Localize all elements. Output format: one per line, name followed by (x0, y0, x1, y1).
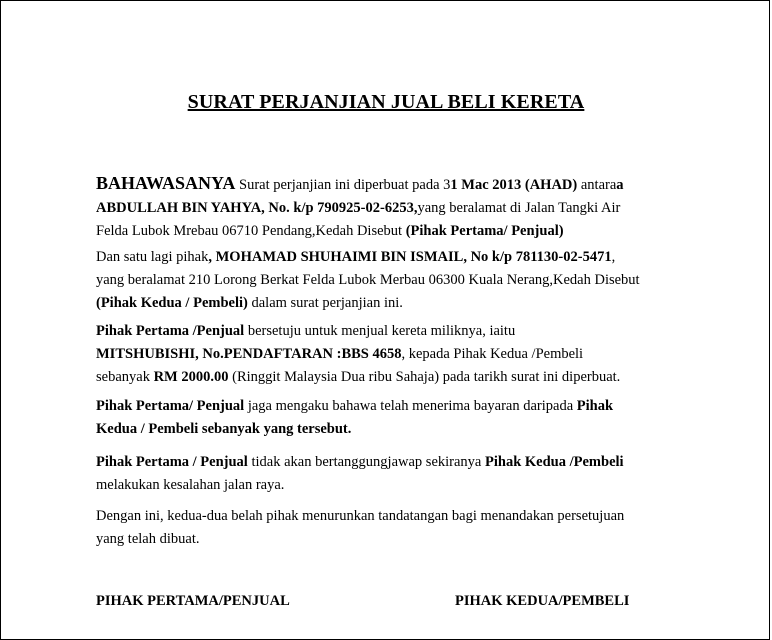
paragraph-parties-first (96, 172, 736, 243)
agreement-date: 1 Mac 2013 (AHAD) (450, 177, 578, 193)
paragraph-payment-received (96, 395, 736, 441)
paragraph-line: Dan satu lagi pihak, MOHAMAD SHUHAIMI BIN ISMAIL, No k/p 781130-02-5471, (96, 249, 616, 265)
seller-role: (Pihak Pertama/ Penjual) (405, 223, 564, 239)
sale-amount: RM 2000.00 (153, 369, 229, 385)
paragraph-line: MITSHUBISHI, No.PENDAFTARAN :BBS 4658, kepada Pihak Kedua /Pembeli (96, 346, 584, 362)
paragraph-line: sebanyak RM 2000.00 (Ringgit Malaysia Dua ribu Sahaja) pada tarikh surat ini diperbuat. (96, 369, 621, 385)
document-title: SURAT PERJANJIAN JUAL BELI KERETA (187, 91, 585, 113)
signature-seller-label: PIHAK PERTAMA/PENJUAL (96, 593, 290, 609)
signature-buyer-label: PIHAK KEDUA/PEMBELI (455, 593, 630, 609)
seller-address: Felda Lubok Mrebau 06710 Pendang,Kedah Disebut (96, 223, 406, 239)
paragraph-sale-terms (96, 320, 736, 389)
vehicle-registration: MITSHUBISHI, No.PENDAFTARAN :BBS 4658 (96, 346, 402, 362)
seller-name: ABDULLAH BIN YAHYA, No. k/p 790925-02-6253, (96, 200, 418, 216)
paragraph-line: ABDULLAH BIN YAHYA, No. k/p 790925-02-6253,yang beralamat di Jalan Tangki Air (96, 200, 621, 216)
buyer-name: , MOHAMAD SHUHAIMI BIN ISMAIL, No k/p 781130-02-5471 (208, 249, 612, 265)
paragraph-line: Dengan ini, kedua-dua belah pihak menurunkan tandatangan bagi menandakan persetujuan (96, 508, 625, 524)
paragraph-line: Pihak Pertama / Penjual tidak akan bertanggungjawap sekiranya Pihak Kedua /Pembeli (96, 454, 624, 470)
paragraph-line: (Pihak Kedua / Pembeli) dalam surat perjanjian ini. (96, 295, 403, 311)
paragraph-line (96, 220, 736, 243)
paragraph-line: yang telah dibuat. (96, 531, 200, 547)
bahawasanya-heading: BAHAWASANYA (96, 173, 236, 193)
paragraph-liability (96, 451, 736, 497)
buyer-address: yang beralamat 210 Lorong Berkat Felda Lubok Merbau 06300 Kuala Nerang,Kedah Disebut (96, 272, 640, 288)
paragraph-line: Pihak Pertama /Penjual bersetuju untuk menjual kereta miliknya, iaitu (96, 323, 516, 339)
paragraph-line: Pihak Pertama/ Penjual jaga mengaku bahawa telah menerima bayaran daripada Pihak (96, 398, 614, 414)
paragraph-parties-second (96, 246, 736, 315)
paragraph-line: Kedua / Pembeli sebanyak yang tersebut. (96, 421, 352, 437)
buyer-role: (Pihak Kedua / Pembeli) (96, 295, 248, 311)
paragraph-line: BAHAWASANYA Surat perjanjian ini diperbuat pada 31 Mac 2013 (AHAD) antaraa (96, 173, 624, 193)
paragraph-line: melakukan kesalahan jalan raya. (96, 477, 285, 493)
paragraph-signing (96, 505, 736, 551)
